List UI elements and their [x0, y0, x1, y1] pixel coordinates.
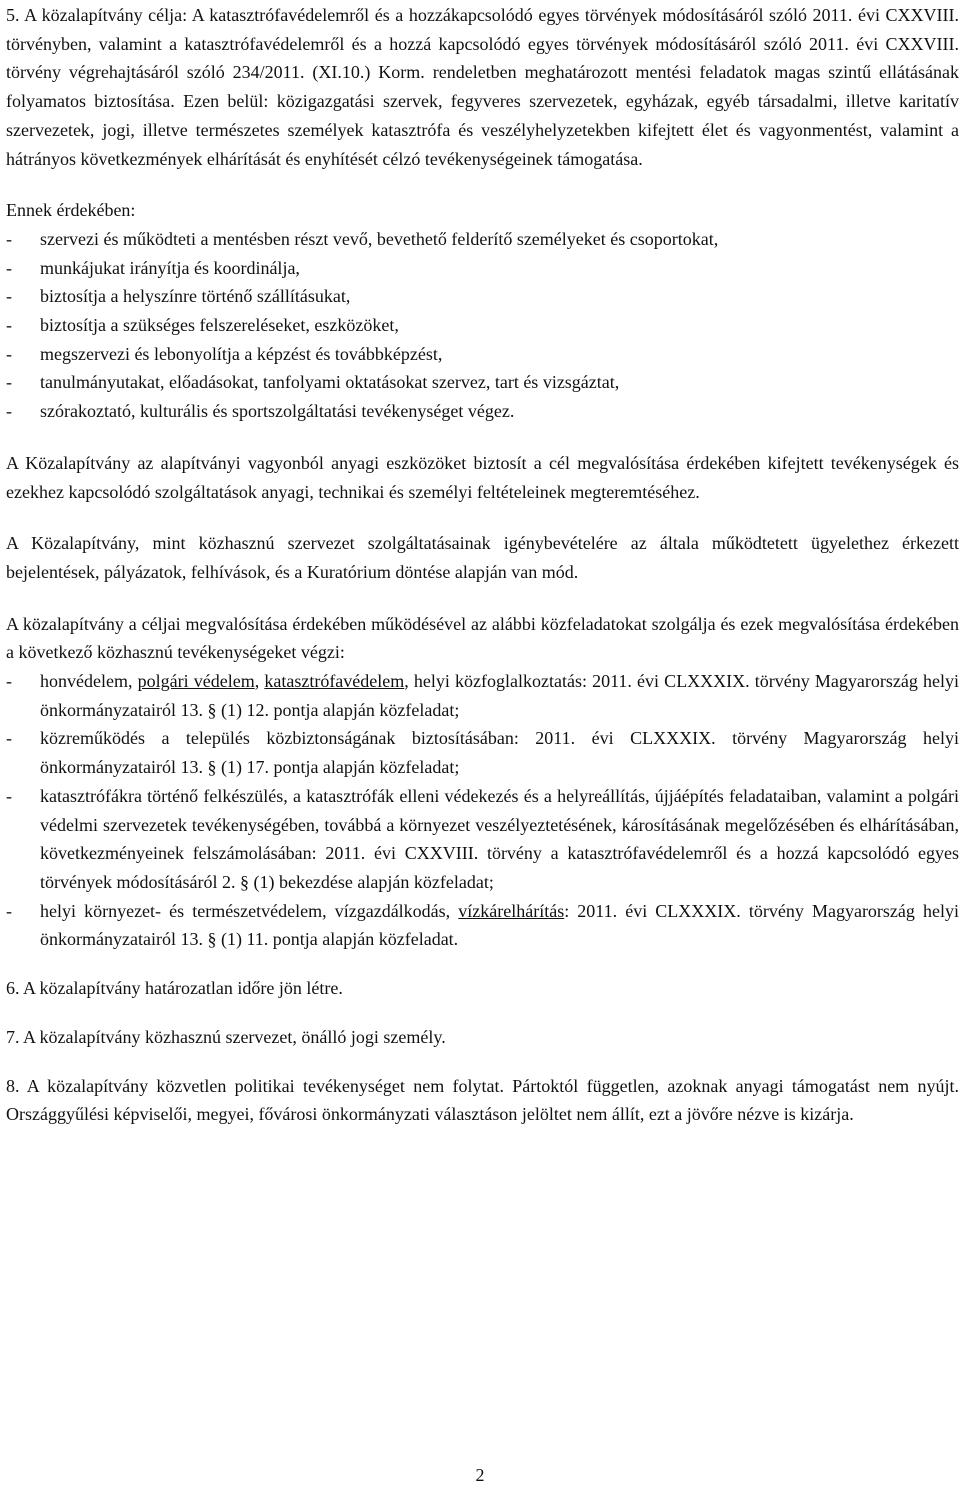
section-8-paragraph: 8. A közalapítvány közvetlen politikai tevékenységet nem folytat. Pártoktól független, azoknak anyagi támogatást nem nyújt. Országgyűlési képviselői, megyei, fővárosi önkormányzati választáson jelöltet nem állít, ezt a jövőre nézve is kizárja. — [6, 1075, 959, 1125]
list-item: - helyi környezet- és természetvédelem, vízgazdálkodás, vízkárelhárítás: 2011. évi CLXXXIX. törvény Magyarország helyi önkormányzatairól 13. § (1) 11. pontja alapján közfeladat. — [6, 897, 959, 954]
services-paragraph: A Közalapítvány, mint közhasznú szervezet szolgáltatásainak igénybevételére az általa működtetett ügyelethez érkezett bejelentések, pályázatok, felhívások, és a Kuratórium döntése alapján van mód. — [6, 533, 959, 582]
ennek-intro: Ennek érdekében: — [6, 200, 136, 221]
list-item: - közreműködés a település közbiztonságának biztosításában: 2011. évi CLXXXIX. törvény Magyarország helyi önkormányzatairól 13. § (1) 17. pontja alapján közfeladat; — [6, 724, 959, 781]
list-item: - biztosítja a helyszínre történő szállításukat, — [6, 282, 959, 311]
list-item: - biztosítja a szükséges felszereléseket, eszközöket, — [6, 311, 959, 340]
list-item: - megszervezi és lebonyolítja a képzést és továbbképzést, — [6, 340, 959, 369]
document-page — [6, 0, 959, 1129]
list-item: - tanulmányutakat, előadásokat, tanfolyami oktatásokat szervez, tart és vizsgáztat, — [6, 368, 959, 397]
section-6-paragraph: 6. A közalapítvány határozatlan időre jön létre. — [6, 978, 343, 999]
katasztrofavedelem-link[interactable]: katasztrófavédelem — [264, 671, 405, 692]
vizkarelharitas-link[interactable]: vízkárelhárítás — [458, 900, 565, 921]
list-item: - katasztrófákra történő felkészülés, a katasztrófák elleni védekezés és a helyreállítás, újjáépítés feladataiban, valamint a polgári védelmi szervezetek tevékenységében, továbbá a környezet veszélyeztetésének, károsításának megelőzésében és elhárításában, következményeinek felszámolásában: 2011. évi CXXVIII. törvény a katasztrófavédelemről és a hozzá kapcsolódó egyes törvények módosításáról 2. § (1) bekezdése alapján közfeladat; — [6, 782, 959, 897]
polgari-vedelem-link[interactable]: polgári védelem — [137, 671, 255, 692]
assets-paragraph: A Közalapítvány az alapítványi vagyonból anyagi eszközöket biztosít a cél megvalósítása érdekében kifejtett tevékenységek és ezekhez kapcsolódó szolgáltatások anyagi, technikai és személyi feltételeinek megteremtéséhez. — [6, 452, 959, 502]
section-7-paragraph: 7. A közalapítvány közhasznú szervezet, önálló jogi személy. — [6, 1026, 446, 1047]
section-5-paragraph: 5. A közalapítvány célja: A katasztrófavédelemről és a hozzákapcsolódó egyes törvények módosításáról szóló 2011. évi CXXVIII. törvényben, valamint a katasztrófavédelemről és a hozzá kapcsolódó egyes törvények módosításáról szóló 2011. évi CXXVIII. törvény végrehajtásáról szóló 234/2011. (XI.10.) Korm. rendeletben meghatározott mentési feladatok magas szintű ellátásának folyamatos biztosítása. Ezen belül: közigazgatási szervek, fegyveres szervezetek, egyházak, egyéb társadalmi, illetve karitatív szervezetek, jogi, illetve természetes személyek katasztrófa és veszélyhelyzetekben kifejtett élet és vagyonmentést, valamint a hátrányos következmények elhárítását és enyhítését célzó tevékenységeinek támogatása. — [6, 5, 959, 169]
list-item: - honvédelem, polgári védelem, katasztrófavédelem, helyi közfoglalkoztatás: 2011. évi CLXXXIX. törvény Magyarország helyi önkormányzatairól 13. § (1) 12. pontja alapján közfeladat; — [6, 667, 959, 724]
list-item: - munkájukat irányítja és koordinálja, — [6, 254, 959, 283]
ennek-list — [6, 225, 959, 426]
list-item: - szervezi és működteti a mentésben részt vevő, bevethető felderítő személyeket és csoportokat, — [6, 225, 959, 254]
public-tasks-paragraph: A közalapítvány a céljai megvalósítása érdekében működésével az alábbi közfeladatokat szolgálja és ezek megvalósítása érdekében a következő közhasznú tevékenységeket végzi: — [6, 613, 959, 663]
list-item: - szórakoztató, kulturális és sportszolgáltatási tevékenységet végez. — [6, 397, 959, 426]
public-tasks-list — [6, 667, 959, 954]
page-number: 2 — [475, 1465, 485, 1485]
